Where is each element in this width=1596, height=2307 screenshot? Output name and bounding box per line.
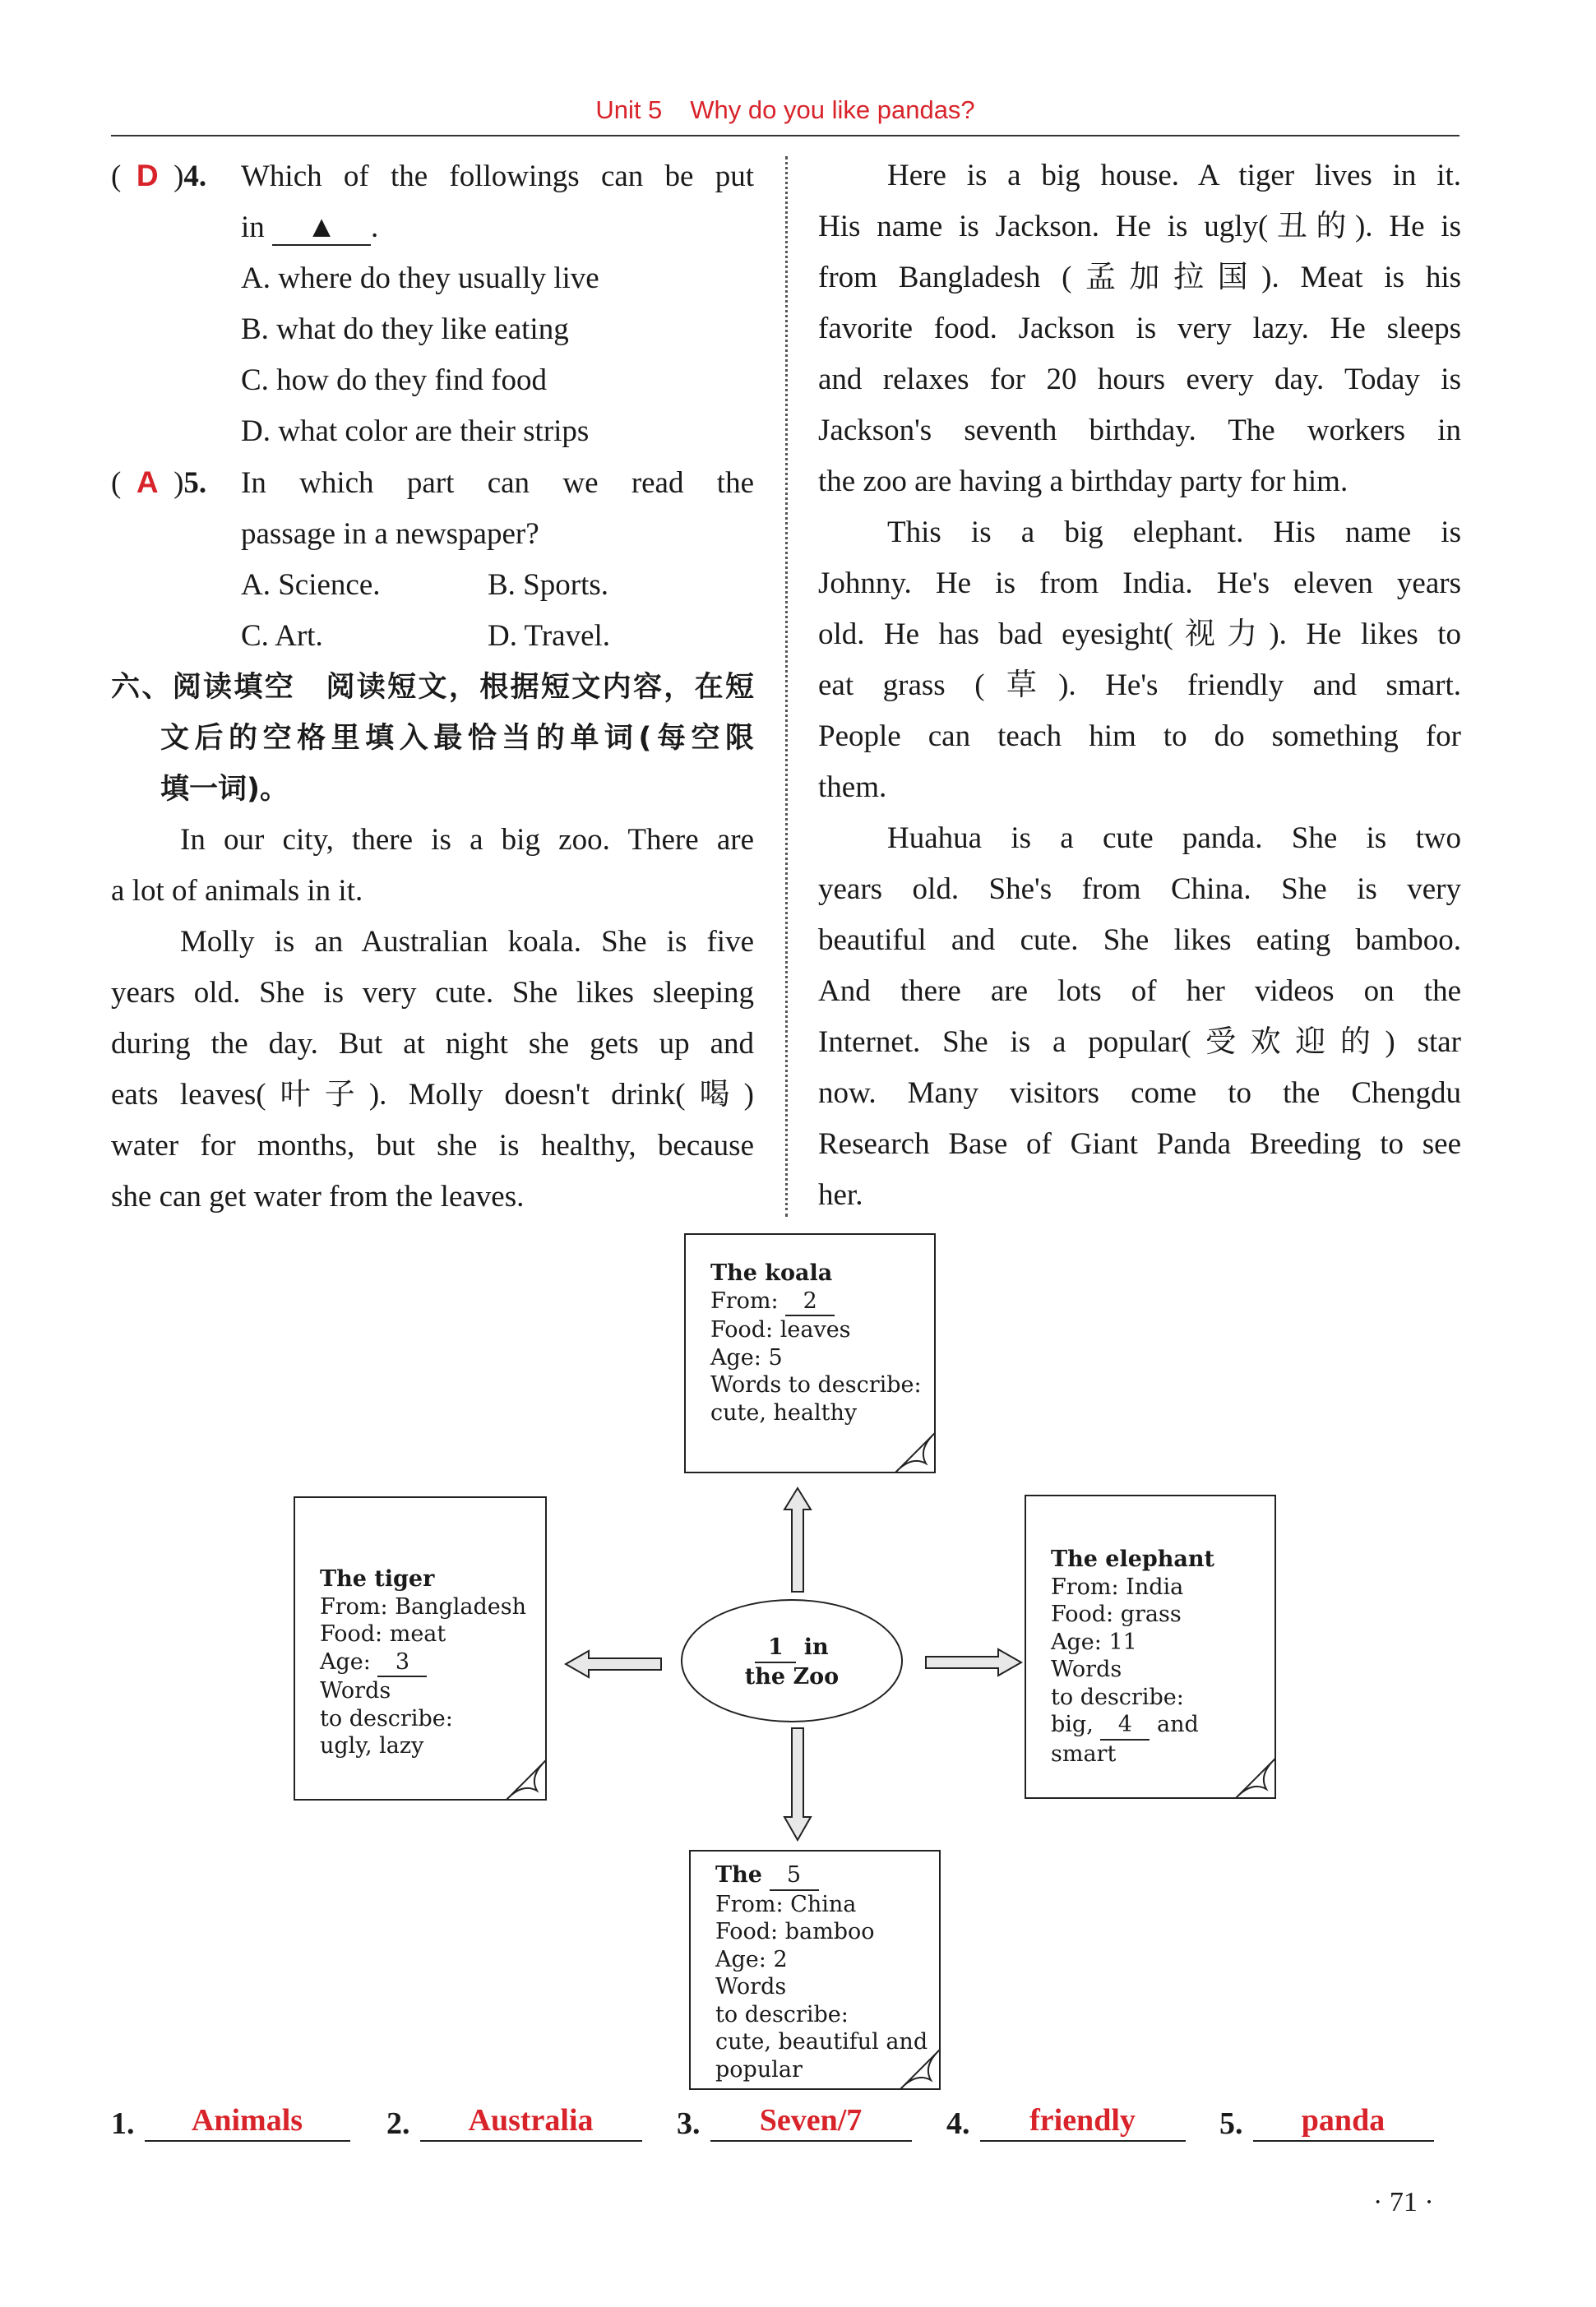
answer-5: 5. panda [1219,2101,1434,2142]
triangle-blank: ▲ [272,211,371,246]
paragraph-koala: Molly is an Australian koala. She is five years old. She is very cute. She likes sleeping during the day. But at night she gets up and eats leaves(叶子). Molly doesn't drink(喝) water for months, but she is healthy, because she can get water from the leaves. [111,925,754,1214]
blank-2: 2 [785,1288,835,1317]
q5-option-c: C. Art. [241,619,323,653]
page-number: · 71 · [1373,2187,1434,2217]
arrow-left-icon [564,1648,663,1681]
section-title: 六、阅读填空 阅读短文，根据短文内容，在短 文后的空格里填入最恰当的单词(每空限 填一词)。 [111,671,754,806]
tiger-card: The tiger From: Bangladesh Food: meat Age: 3 Words to describe: ugly, lazy [294,1496,547,1801]
paragraph-panda: Huahua is a cute panda. She is two years old. She's from China. She is very beautiful and cute. She likes eating bamboo. And there are lots of her videos on the Internet. She is a popular(受欢迎的) star now. Many visitors come to the Chengdu Research Base of Giant Panda Breeding to see her. [818,821,1461,1212]
q4-stem-line2: in ▲ . [241,210,379,244]
koala-card: The koala From: 2 Food: leaves Age: 5 Words to describe: cute, healthy [684,1233,936,1473]
paragraph-intro: In our city, there is a big zoo. There are a lot of animals in it. [111,823,754,908]
blank-5: 5 [770,1861,819,1891]
page-curl-icon [504,1758,547,1801]
question-4: ( D )4. Which of the followings can be put [111,150,754,202]
arrow-down-icon [781,1727,814,1842]
q5-answer: A [136,465,159,499]
q5-stem-line2: passage in a newspaper? [241,517,539,551]
blank-3: 3 [377,1648,427,1678]
arrow-up-icon [781,1486,814,1593]
page-curl-icon [893,1431,936,1473]
q5-option-a: A. Science. [241,568,381,602]
q4-option-a: A. where do they usually live [241,261,599,295]
q5-stem: In which part can we read the [241,466,754,500]
answer-4: 4. friendly [946,2101,1186,2142]
q4-number: 4. [183,160,207,193]
column-divider [785,156,788,1217]
q4-option-c: C. how do they find food [241,363,548,397]
arrow-right-icon [924,1646,1023,1679]
paragraph-elephant: This is a big elephant. His name is Johnny. He is from India. He's eleven years old. He has bad eyesight(视力). He likes to eat grass (草). He's friendly and smart. People can teach him to do something for them. [818,515,1461,804]
right-column [818,150,1461,1221]
q5-option-b: B. Sports. [488,568,609,602]
left-column [111,150,754,1223]
answer-3: 3. Seven/7 [677,2101,912,2142]
q4-option-b: B. what do they like eating [241,312,569,346]
q5-number: 5. [183,466,207,500]
page-curl-icon [898,2047,941,2090]
q4-option-d: D. what color are their strips [241,414,590,448]
page-curl-icon [1233,1756,1276,1799]
unit-title: Why do you like pandas? [690,95,975,124]
running-header [111,89,1460,136]
hub-ellipse: 1 in the Zoo [681,1599,903,1722]
answer-row [111,2101,1460,2150]
unit-label: Unit 5 [595,95,663,124]
panda-card: The 5 From: China Food: bamboo Age: 2 Words to describe: cute, beautiful and popular [689,1850,941,2090]
q4-answer: D [136,159,159,192]
blank-1: 1 [755,1634,796,1663]
paragraph-tiger: Here is a big house. A tiger lives in it. His name is Jackson. He is ugly(丑的). He is from Bangladesh (孟加拉国). Meat is his favorite food. Jackson is very lazy. He sleeps and relaxes for 20 hours every day. Today is Jackson's seventh birthday. The workers in the zoo are having a birthday party for him. [818,159,1461,498]
answer-2: 2. Australia [386,2101,642,2142]
elephant-card: The elephant From: India Food: grass Age: 11 Words to describe: big, 4 and smart [1025,1495,1276,1799]
blank-4: 4 [1100,1711,1150,1741]
q4-stem: Which of the followings can be put [241,160,754,193]
q5-option-d: D. Travel. [488,619,611,653]
answer-1: 1. Animals [111,2101,350,2142]
question-5: ( A )5. In which part can we read the [111,457,754,509]
